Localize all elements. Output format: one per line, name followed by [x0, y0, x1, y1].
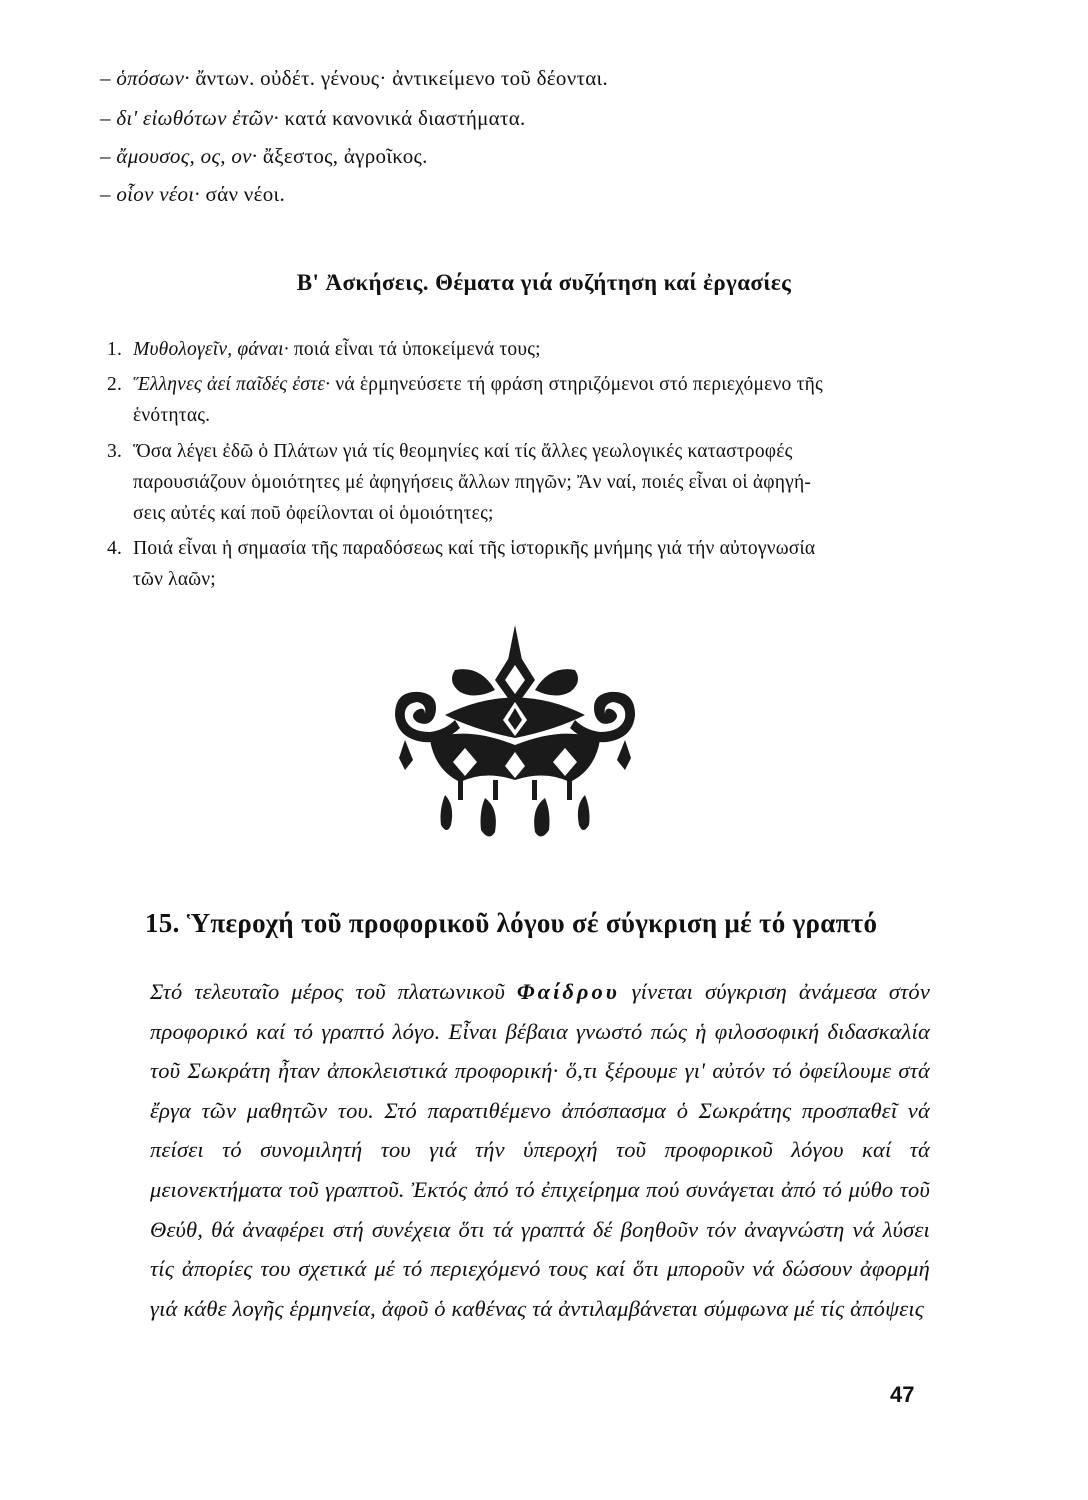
ornament-shapes: [395, 625, 635, 837]
exercise-item: [107, 369, 957, 431]
exercise-item: [107, 533, 957, 595]
exercise-item: [107, 436, 957, 529]
dash: –: [100, 182, 111, 206]
glossary-line: [100, 66, 608, 91]
page-number: 47: [890, 1382, 915, 1407]
dash: –: [100, 144, 111, 168]
exercise-text: Ποιά εἶναι ἡ σημασία τῆς παραδόσεως καί τῆς ἱστορικῆς μνήμης γιά τήν αὐτογνωσία: [133, 538, 816, 559]
dash: –: [100, 66, 111, 90]
exercise-text: Ὅσα λέγει ἐδῶ ὁ Πλάτων γιά τίς θεομηνίες καί τίς ἄλλες γεωλογικές καταστροφές: [133, 441, 793, 462]
work-title: Φαίδρου: [516, 979, 620, 1004]
glossary-definition: κατά κανονικά διαστήματα.: [284, 106, 526, 130]
decorative-ornament: [385, 620, 645, 850]
exercise-text: ποιά εἶναι τά ὑποκείμενά τους;: [293, 339, 541, 360]
exercise-number: 1.: [107, 339, 123, 360]
exercise-item: [107, 334, 957, 365]
chapter-title: 15. Ὑπεροχή τοῦ προφορικοῦ λόγου σέ σύγκριση μέ τό γραπτό: [145, 908, 878, 938]
exercise-text-continued: σεις αὐτές καί ποῦ ὀφείλονται οἱ ὁμοιότητες;: [133, 503, 494, 524]
body-text-part: γίνεται σύγκριση ἀνάμεσα στόν προφορικό καί τό γραπτό λόγο. Εἶναι βέβαια γνωστό πώς ἡ φιλοσοφική διδασκαλία τοῦ Σωκράτη ἦταν ἀποκλειστικά προφορική· ὅ,τι ξέρουμε γι' αὐτόν τό ὀφείλουμε στά ἔργα τῶν μαθητῶν του. Στό παρατιθέμενο ἀπόσπασμα ὁ Σωκράτης προσπαθεῖ νά πείσει τό συνομιλητή του γιά τήν ὑπεροχή τοῦ προφορικοῦ λόγου καί τά μειονεκτήματα τοῦ γραπτοῦ. Ἐκτός ἀπό τό ἐπιχείρημα πού συνάγεται ἀπό τό μύθο τοῦ Θεύθ, θά ἀναφέρει στή συνέχεια ὅτι τά γραπτά δέ βοηθοῦν τόν ἀναγνώστη νά λύσει τίς ἀπορίες του σχετικά μέ τό περιεχόμενό τους καί ὅτι μποροῦν νά δώσουν ἀφορμή γιά κάθε λογῆς ἑρμηνεία, ἀφοῦ ὁ καθένας τά ἀντιλαμβάνεται σύμφωνα μέ τίς ἀπόψεις: [150, 979, 931, 1321]
exercise-text-continued: ἑνότητας.: [133, 405, 211, 426]
exercise-number: 3.: [107, 441, 123, 462]
glossary-definition: ἄντων. οὐδέτ. γένους· ἀντικείμενο τοῦ δέονται.: [195, 66, 609, 90]
glossary-line: [100, 144, 428, 169]
exercise-number: 2.: [107, 374, 123, 395]
glossary-line: [100, 182, 285, 207]
exercise-text: νά ἑρμηνεύσετε τή φράση στηριζόμενοι στό περιεχόμενο τῆς: [335, 374, 823, 395]
glossary-term: ὁπόσων·: [116, 66, 190, 90]
glossary-line: [100, 106, 526, 131]
body-text-part: Στό τελευταῖο μέρος τοῦ πλατωνικοῦ: [150, 979, 505, 1004]
glossary-definition: σάν νέοι.: [205, 182, 286, 206]
dash: –: [100, 106, 111, 130]
exercise-number: 4.: [107, 538, 123, 559]
glossary-term: δι' εἰωθότων ἐτῶν·: [116, 106, 279, 130]
body-paragraph: [150, 972, 930, 1328]
glossary-term: οἷον νέοι·: [116, 182, 200, 206]
exercises-heading: Β' Ἀσκήσεις. Θέματα γιά συζήτηση καί ἐργασίες: [296, 270, 792, 295]
glossary-definition: ἄξεστος, ἀγροῖκος.: [262, 144, 428, 168]
exercise-lead: Ἕλληνες ἀεί παῖδές ἐστε·: [133, 374, 331, 395]
exercise-lead: Μυθολογεῖν, φάναι·: [133, 339, 289, 360]
exercise-text-continued: παρουσιάζουν ὁμοιότητες μέ ἀφηγήσεις ἄλλων πηγῶν; Ἄν ναί, ποιές εἶναι οἱ ἀφηγή-: [133, 472, 812, 493]
glossary-term: ἄμουσος, ος, ον·: [116, 144, 258, 168]
exercise-text-continued: τῶν λαῶν;: [133, 569, 216, 590]
